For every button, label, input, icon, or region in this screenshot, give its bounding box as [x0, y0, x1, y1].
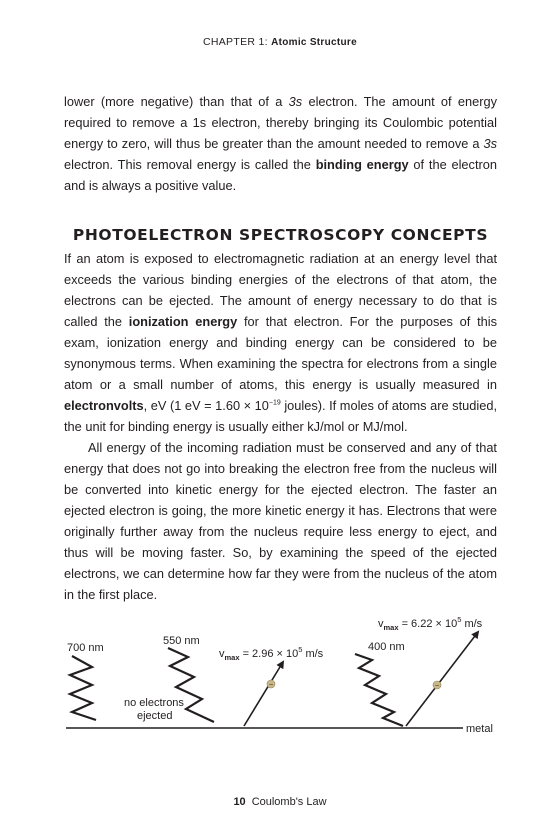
section-paragraph-2: All energy of the incoming radiation must be conserved and any of that energy that does not go into breaking the electron free from the nucleus will be converted into kinetic energy for the ejected electron. The faster an ejected electron is going, the more kinetic energy it has. Electrons that were originally further away from the nucleus require less energy to eject, and thus will be moving faster. So, by examining the speed of the ejected electrons, we can determine how far they were from the nucleus of the atom in the first place.: [64, 440, 497, 602]
metal-label: metal: [466, 723, 493, 735]
term-binding-energy: binding energy: [315, 157, 409, 172]
text-run: electron. The amount of energy required to remove a 1s electron, thereby bringing its Coulombic potential energy to zero, will thus be greater than the amount needed to remove a: [64, 94, 497, 151]
section-heading: PHOTOELECTRON SPECTROSCOPY CONCEPTS: [72, 226, 489, 244]
chapter-label: CHAPTER 1:: [202, 36, 268, 48]
wave-700nm: [70, 656, 96, 720]
electron-charge: −: [268, 681, 274, 689]
text-run: of the electron and is always a positive value.: [64, 157, 498, 193]
section-body: [64, 248, 497, 605]
no-electrons-label-line2: ejected: [137, 710, 173, 722]
text-run: electron. This removal energy is called the: [64, 157, 316, 172]
orbital-3s: 3s: [483, 136, 497, 151]
text-run: , eV (1 eV = 1.60 × 10: [143, 398, 269, 413]
velocity-label-fast: $v_{max} = 6.22 \times 10^5$ m/s: [378, 615, 483, 632]
chapter-title: Atomic Structure: [271, 37, 357, 48]
electron-path-arrow-fast: [406, 632, 478, 726]
page-number: 10: [233, 796, 246, 808]
electron-charge: −: [434, 682, 440, 690]
text-run: joules). If moles of atoms are studied, the unit for binding energy is usually either kJ/mol or MJ/mol.: [64, 398, 497, 434]
velocity-label-slow: $v_{max} = 2.96 \times 10^5$ m/s: [219, 645, 324, 662]
intro-paragraph: [64, 91, 497, 196]
section-paragraph-1: [64, 248, 497, 437]
term-electronvolts: electronvolts: [64, 398, 144, 413]
wave-550nm-label: 550 nm: [163, 635, 200, 647]
photoelectric-effect-figure: [0, 600, 560, 750]
wave-400nm: [355, 654, 403, 726]
wave-550nm: [168, 648, 214, 722]
wave-400nm-label: 400 nm: [368, 641, 405, 653]
text-run: for that electron. For the purposes of this exam, ionization energy and binding energy can be considered to be synonymous terms. When examining the spectra for electrons from a single atom or a small number of atoms, this energy is usually measured in: [64, 314, 497, 392]
running-head: [0, 36, 560, 48]
wave-700nm-label: 700 nm: [67, 642, 104, 654]
text-run: lower (more negative) than that of a: [64, 94, 289, 109]
page-footer: [0, 796, 560, 808]
text-run: If an atom is exposed to electromagnetic radiation at an energy level that exceeds the various binding energies of the electrons of that atom, the electrons can be ejected. The amount of energy necessary to do that is called the: [64, 251, 497, 329]
term-ionization-energy: ionization energy: [128, 314, 238, 329]
electron-path-arrow-slow: [244, 662, 283, 726]
orbital-3s: 3s: [288, 94, 303, 109]
no-electrons-label-line1: no electrons: [124, 697, 184, 709]
exponent: −19: [268, 399, 281, 407]
book-title: Coulomb's Law: [251, 796, 327, 808]
